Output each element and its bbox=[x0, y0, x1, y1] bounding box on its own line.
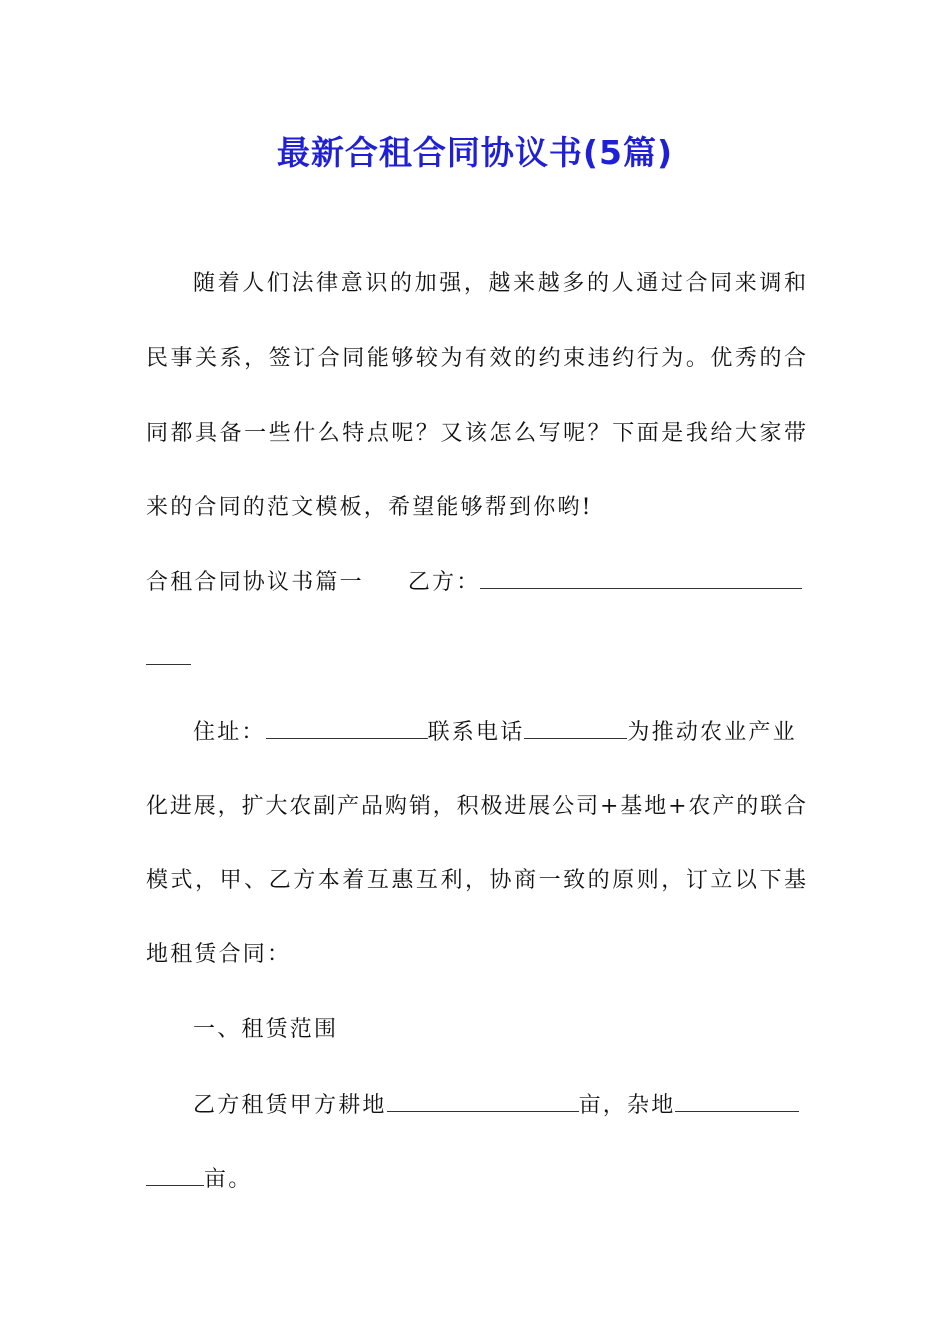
address-line-4: 地租赁合同： bbox=[146, 942, 292, 967]
document-title: 最新合租合同协议书(5篇) bbox=[276, 133, 674, 172]
misc-land-blank bbox=[675, 1087, 799, 1112]
address-line-1 bbox=[193, 714, 806, 751]
address-line-2: 化进展，扩大农副产品购销，积极进展公司+基地+农产的联合 bbox=[146, 794, 806, 819]
phone-label: 联系电话 bbox=[427, 720, 525, 745]
arable-land-blank bbox=[387, 1087, 579, 1112]
address-line-3: 模式，甲、乙方本着互惠互利，协商一致的原则，订立以下基 bbox=[146, 868, 806, 893]
party-b-blank bbox=[480, 564, 802, 589]
misc-land-blank-tail bbox=[146, 1161, 204, 1186]
clause-1-line-2 bbox=[146, 1161, 806, 1198]
party-b-blank-tail bbox=[146, 640, 191, 665]
address-blank bbox=[266, 714, 428, 739]
clause-1-heading: 一、租赁范围 bbox=[193, 1017, 339, 1042]
phone-blank bbox=[524, 714, 627, 739]
intro-line-3: 同都具备一些什么特点呢？又该怎么写呢？下面是我给大家带 bbox=[146, 421, 806, 446]
section-heading: 合租合同协议书篇一 bbox=[146, 570, 364, 595]
section-heading-line bbox=[146, 564, 806, 601]
party-b-label: 乙方： bbox=[407, 570, 481, 595]
address-label: 住址： bbox=[193, 720, 266, 745]
clause-1-text: 乙方租赁甲方耕地 bbox=[193, 1093, 387, 1118]
clause-1-unit-a: 亩，杂地 bbox=[578, 1093, 676, 1118]
intro-line-4: 来的合同的范文模板，希望能够帮到你哟! bbox=[146, 495, 593, 520]
party-b-blank-continued bbox=[146, 640, 806, 677]
clause-1-line-1 bbox=[193, 1087, 806, 1124]
intro-line-2: 民事关系，签订合同能够较为有效的约束违约行为。优秀的合 bbox=[146, 346, 806, 371]
address-text-start: 为推动农业产业 bbox=[627, 720, 797, 745]
clause-1-unit-b: 亩。 bbox=[204, 1167, 253, 1192]
intro-line-1: 随着人们法律意识的加强，越来越多的人通过合同来调和 bbox=[193, 271, 806, 296]
